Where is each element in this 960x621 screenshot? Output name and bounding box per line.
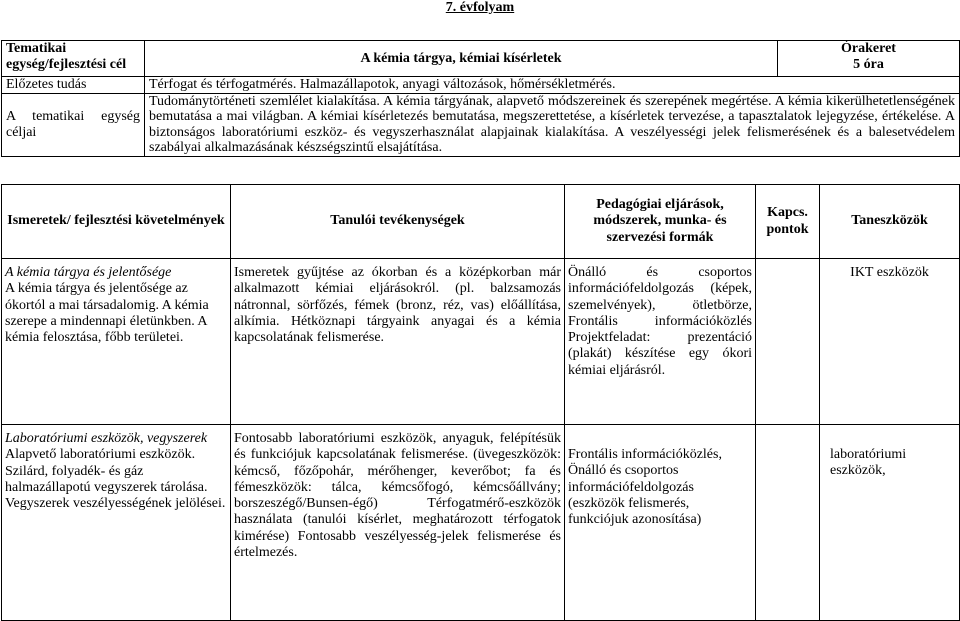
page-title: 7. évfolyam [445, 0, 515, 15]
column-header-links: Kapcs. pontok [756, 185, 820, 259]
knowledge-text: A kémia tárgya és jelentősége az ókortól a mai társadalomig. A kémia szerepe a mindennapi életünkben. A kémia felosztása, főbb területei. [5, 281, 209, 346]
topic-label: Tematikai egység/fejlesztési cél [2, 41, 145, 77]
links-cell [756, 425, 820, 621]
content-table [1, 184, 960, 621]
links-cell [756, 259, 820, 425]
prereq-value: Térfogat és térfogatmérés. Halmazállapotok, anyagi változások, hőmérsékletmérés. [145, 77, 960, 94]
knowledge-title: A kémia tárgya és jelentősége [5, 265, 172, 280]
methods-cell: Önálló és csoportos információfeldolgozás (képek, szemelvények), ötletbörze, Frontális információközlés Projektfeladat: prezentáció (plakát) készítése egy ókori kémiai eljárásról. [565, 259, 756, 425]
prereq-label: Előzetes tudás [2, 77, 145, 94]
prereq-row [2, 77, 960, 94]
column-header-methods: Pedagógiai eljárások, módszerek, munka- és szervezési formák [565, 185, 756, 259]
knowledge-cell [2, 259, 231, 425]
goals-row [2, 93, 960, 156]
activities-cell: Ismeretek gyűjtése az ókorban és a középkorban már alkalmazott kémiai eljárásokról. (pl. balzsamozás nátronnal, sörfőzés, fémek (bronz, réz, vas) előállítása, alkímia. Hétköznapi tárgyaink anyagai és a kémia kapcsolatának felismerése. [231, 259, 565, 425]
tools-cell: laboratóriumi eszközök, [820, 425, 960, 621]
topic-value: A kémia tárgya, kémiai kísérletek [145, 41, 778, 77]
topic-table [1, 40, 960, 157]
column-header-tools: Taneszközök [820, 185, 960, 259]
knowledge-title: Laboratóriumi eszközök, vegyszerek [5, 431, 208, 446]
methods-cell: Frontális információközlés, Önálló és csoportos információfeldolgozás (eszközök felismerés, funkciójuk azonosítása) [565, 425, 756, 621]
tools-cell: IKT eszközök [820, 259, 960, 425]
goals-value: Tudománytörténeti szemlélet kialakítása. A kémia tárgyának, alapvető módszereinek és szerepének megértése. A kémia kikerülhetetlenségének bemutatása a mai világban. A kémiai kísérletezés bemutatása, megszerettetése, a kísérletek tervezése, a tapasztalatok lejegyzése, értékelése. A biztonságos laboratóriumi eszköz- és vegyszerhasználat alapjainak kialakítása. A veszélyességi jelek felismerésének és a balesetvédelem szabályai alkalmazásának készségszintű elsajátítása. [145, 93, 960, 156]
topic-row [2, 41, 960, 77]
column-header-activities: Tanulói tevékenységek [231, 185, 565, 259]
goals-label: A tematikai egység céljai [2, 93, 145, 156]
knowledge-cell [2, 425, 231, 621]
hours-value: 5 óra [853, 56, 884, 72]
table-row [2, 425, 960, 621]
knowledge-text: Alapvető laboratóriumi eszközök. Szilárd, folyadék- és gáz halmazállapotú vegyszerek tárolása. Vegyszerek veszélyességének jelölései. [5, 447, 226, 512]
column-header-knowledge: Ismeretek/ fejlesztési követelmények [2, 185, 231, 259]
hours-cell [778, 41, 960, 77]
table-row [2, 259, 960, 425]
column-header-row [2, 185, 960, 259]
activities-cell: Fontosabb laboratóriumi eszközök, anyaguk, felépítésük és funkciójuk kapcsolatának felismerése. (üvegeszközök: kémcső, főzőpohár, mérőhenger, keverőbot; fa és fémeszközök: tálca, kémcsőfogó, kémcsőállvány; borszeszégő/Bunsen-égő) Térfogatmérő-eszközök használata (tanulói kísérlet, meghatározott térfogatok kimérése) Fontosabb veszélyesség-jelek felismerése és értelmezés. [231, 425, 565, 621]
hours-label: Órakeret [841, 41, 896, 56]
